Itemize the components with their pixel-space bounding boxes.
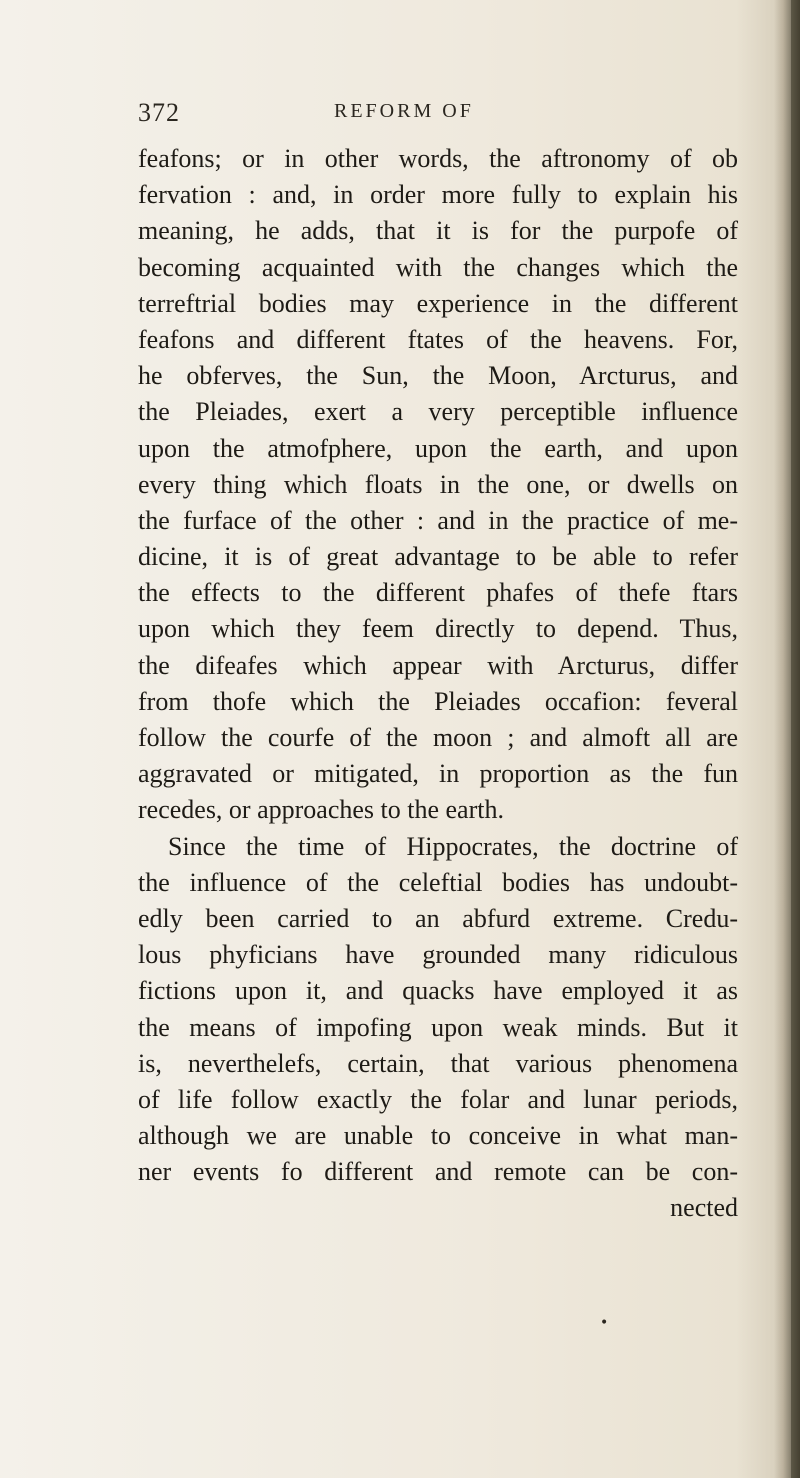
text-line: meaning, he adds, that it is for the purpofe of — [138, 216, 738, 246]
text-line: the means of impofing upon weak minds. But it — [138, 1012, 738, 1042]
text-line: terreftrial bodies may experience in the different — [138, 288, 738, 318]
text-line: the furface of the other : and in the practice of me- — [138, 505, 738, 535]
text-line: fictions upon it, and quacks have employed it as — [138, 976, 738, 1006]
text-line: the Pleiades, exert a very perceptible influence — [138, 397, 738, 427]
text-line: upon which they feem directly to depend. Thus, — [138, 614, 738, 644]
text-line: the influence of the celeftial bodies has undoubt- — [138, 867, 738, 897]
text-line: edly been carried to an abfurd extreme. Credu- — [138, 903, 738, 933]
running-head — [138, 98, 678, 138]
text-line: fervation : and, in order more fully to explain his — [138, 180, 738, 210]
text-line: the difeafes which appear with Arcturus, differ — [138, 650, 738, 680]
text-line: feafons; or in other words, the aftronomy of ob — [138, 144, 738, 173]
running-title: REFORM OF — [334, 100, 474, 122]
text-line: of life follow exactly the folar and lunar periods, — [138, 1084, 738, 1114]
text-line: every thing which floats in the one, or dwells on — [138, 469, 738, 499]
text-line: ner events fo different and remote can be con- — [138, 1157, 738, 1187]
text-line: lous phyficians have grounded many ridiculous — [138, 940, 738, 970]
text-line: nected — [670, 1193, 738, 1223]
page-number: 372 — [138, 98, 180, 127]
text-line: feafons and different ftates of the heavens. For, — [138, 324, 738, 354]
text-line: upon the atmofphere, upon the earth, and upon — [138, 433, 738, 463]
text-line: he obferves, the Sun, the Moon, Arcturus, and — [138, 361, 738, 391]
text-line: recedes, or approaches to the earth. — [138, 795, 504, 825]
text-line: Since the time of Hippocrates, the doctrine of — [168, 831, 738, 861]
text-line: is, neverthelefs, certain, that various phenomena — [138, 1048, 738, 1078]
text-line: the effects to the different phafes of thefe ftars — [138, 578, 738, 608]
text-line: from thofe which the Pleiades occafion: feveral — [138, 686, 738, 716]
text-line: although we are unable to conceive in what man- — [138, 1121, 738, 1151]
text-line: becoming acquainted with the changes which the — [138, 252, 738, 282]
text-line: aggravated or mitigated, in proportion as the fun — [138, 759, 738, 789]
text-line: dicine, it is of great advantage to be able to refer — [138, 542, 738, 572]
body-text — [138, 141, 738, 1227]
text-line: follow the courfe of the moon ; and almoft all are — [138, 723, 738, 752]
binding-edge — [791, 0, 800, 1478]
ink-speck: • — [600, 1315, 609, 1331]
